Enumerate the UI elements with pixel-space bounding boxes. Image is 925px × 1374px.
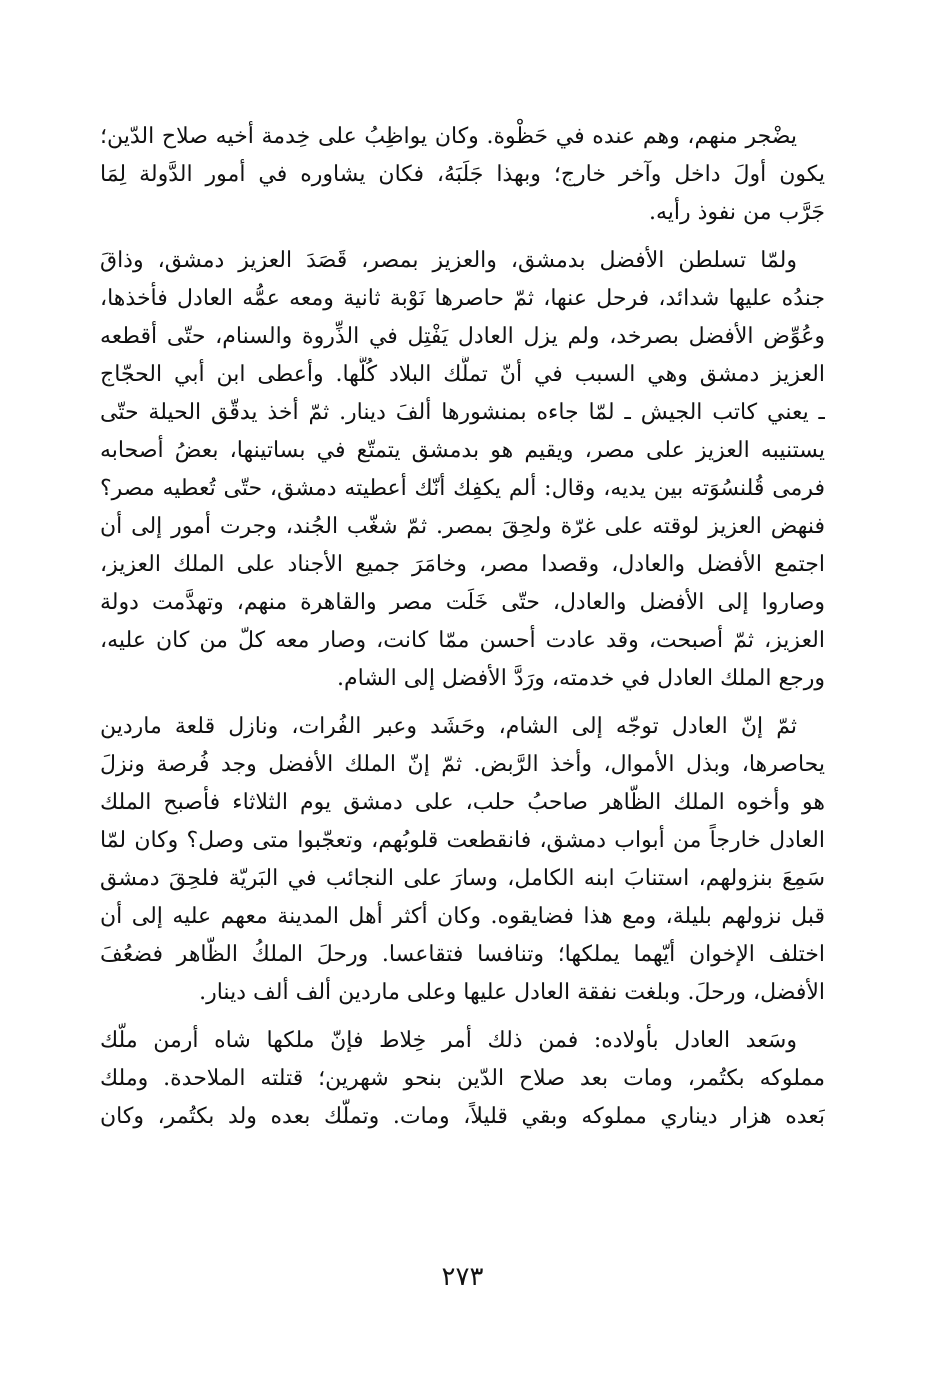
text-line: وعُوِّض الأفضل بصرخد، ولم يزل العادل يَفْتِل في الذِّروة والسنام، حتّى أقطعه xyxy=(100,324,825,349)
text-line: سَمِعَ بنزولهم، استنابَ ابنه الكامل، وسارَ على النجائب في البَريّة فلحِقَ دمشق xyxy=(100,866,825,891)
text-line: ـ يعني كاتب الجيش ـ لمّا جاءه بمنشورها ألفَ دينار. ثمّ أخذ يدقّق الحيلة حتّى xyxy=(100,400,825,425)
paragraph-1 xyxy=(100,118,825,232)
text-line: العزيز دمشق وهي السبب في أنّ تملَّك البلاد كُلَّها. وأعطى ابن أبي الحجّاج xyxy=(100,362,825,387)
text-line: العادل خارجاً من أبواب دمشق، فانقطعت قلوبُهم، وتعجّبوا متى وصل؟ وكان لمّا xyxy=(100,828,825,853)
text-line: العزيز، ثمّ أصبحت، وقد عادت أحسن ممّا كانت، وصار معه كلّ من كان عليه، xyxy=(100,628,825,653)
text-line: قبل نزولهم بليلة، ومع هذا فضايقوه. وكان أكثر أهل المدينة معهم عليه إلى أن xyxy=(100,904,825,929)
text-line: فنهض العزيز لوقته على غرّة ولحِقَ بمصر. ثمّ شغّب الجُند، وجرت أمور إلى أن xyxy=(100,514,825,539)
text-line: جندُه عليها شدائد، فرحل عنها، ثمّ حاصرها نَوْبة ثانية ومعه عمُّه العادل فأخذها، xyxy=(100,286,825,311)
text-line: وصاروا إلى الأفضل والعادل، حتّى خَلَت مصر والقاهرة منهم، وتهدَّمت دولة xyxy=(100,590,825,615)
text-line: ورجع الملك العادل في خدمته، ورَدَّ الأفضل إلى الشام. xyxy=(337,666,825,691)
text-line: جَرَّب من نفوذ رأيه. xyxy=(648,200,825,225)
text-line: الأفضل، ورحلَ. وبلغت نفقة العادل عليها وعلى ماردين ألف ألف دينار. xyxy=(199,980,825,1005)
page-body xyxy=(100,118,825,1136)
text-line: ثمّ إنّ العادل توجّه إلى الشام، وحَشَد وعبر الفُرات، ونازل قلعة ماردين xyxy=(100,714,798,739)
text-line: يحاصرها، وبذل الأموال، وأخذ الرَّبض. ثمّ إنّ الملك الأفضل وجد فُرصة ونزلَ xyxy=(100,752,825,777)
paragraph-4 xyxy=(100,1022,825,1136)
text-line: يستنيبه العزيز على مصر، ويقيم هو بدمشق يتمتّع في بساتينها، بعضُ أصحابه xyxy=(100,438,825,463)
text-line: مملوكه بكتُمر، ومات بعد صلاح الدّين بنحو شهرين؛ قتلته الملاحدة. وملك xyxy=(100,1066,825,1091)
text-line: يضْجر منهم، وهم عنده في حَظْوة. وكان يواظِبُ على خِدمة أخيه صلاح الدّين؛ xyxy=(100,124,797,149)
text-line: هو وأخوه الملك الظّاهر صاحبُ حلب، على دمشق يوم الثلاثاء فأصبح الملك xyxy=(100,790,825,815)
text-line: وسَعد العادل بأولاده: فمن ذلك أمر خِلاط فإنّ ملكها شاه أرمن ملّك xyxy=(100,1028,797,1053)
text-line: يكون أولَ داخل وآخر خارج؛ وبهذا جَلَبَهُ، فكان يشاوره في أمور الدَّولة لِمَا xyxy=(100,162,825,187)
text-line: فرمى قُلنسُوَته بين يديه، وقال: ألم يكفِك أنّك أعطيته دمشق، حتّى تُعطيه مصر؟ xyxy=(100,476,825,501)
text-line: بَعده هزار ديناري مملوكه وبقي قليلاً، ومات. وتملّك بعده ولد بكتُمر، وكان xyxy=(100,1104,825,1129)
text-line: اختلف الإخوان أيّهما يملكها؛ وتنافسا فتقاعسا. ورحلَ الملكُ الظّاهر فضعُفَ xyxy=(100,942,825,967)
page-number: ٢٧٣ xyxy=(441,1262,484,1292)
text-line: ولمّا تسلطن الأفضل بدمشق، والعزيز بمصر، قَصَدَ العزيز دمشق، وذاقَ xyxy=(100,248,797,273)
text-line: اجتمع الأفضل والعادل، وقصدا مصر، وخامَرَ جميع الأجناد على الملك العزيز، xyxy=(100,552,825,577)
paragraph-2 xyxy=(100,242,825,698)
paragraph-3 xyxy=(100,708,825,1012)
